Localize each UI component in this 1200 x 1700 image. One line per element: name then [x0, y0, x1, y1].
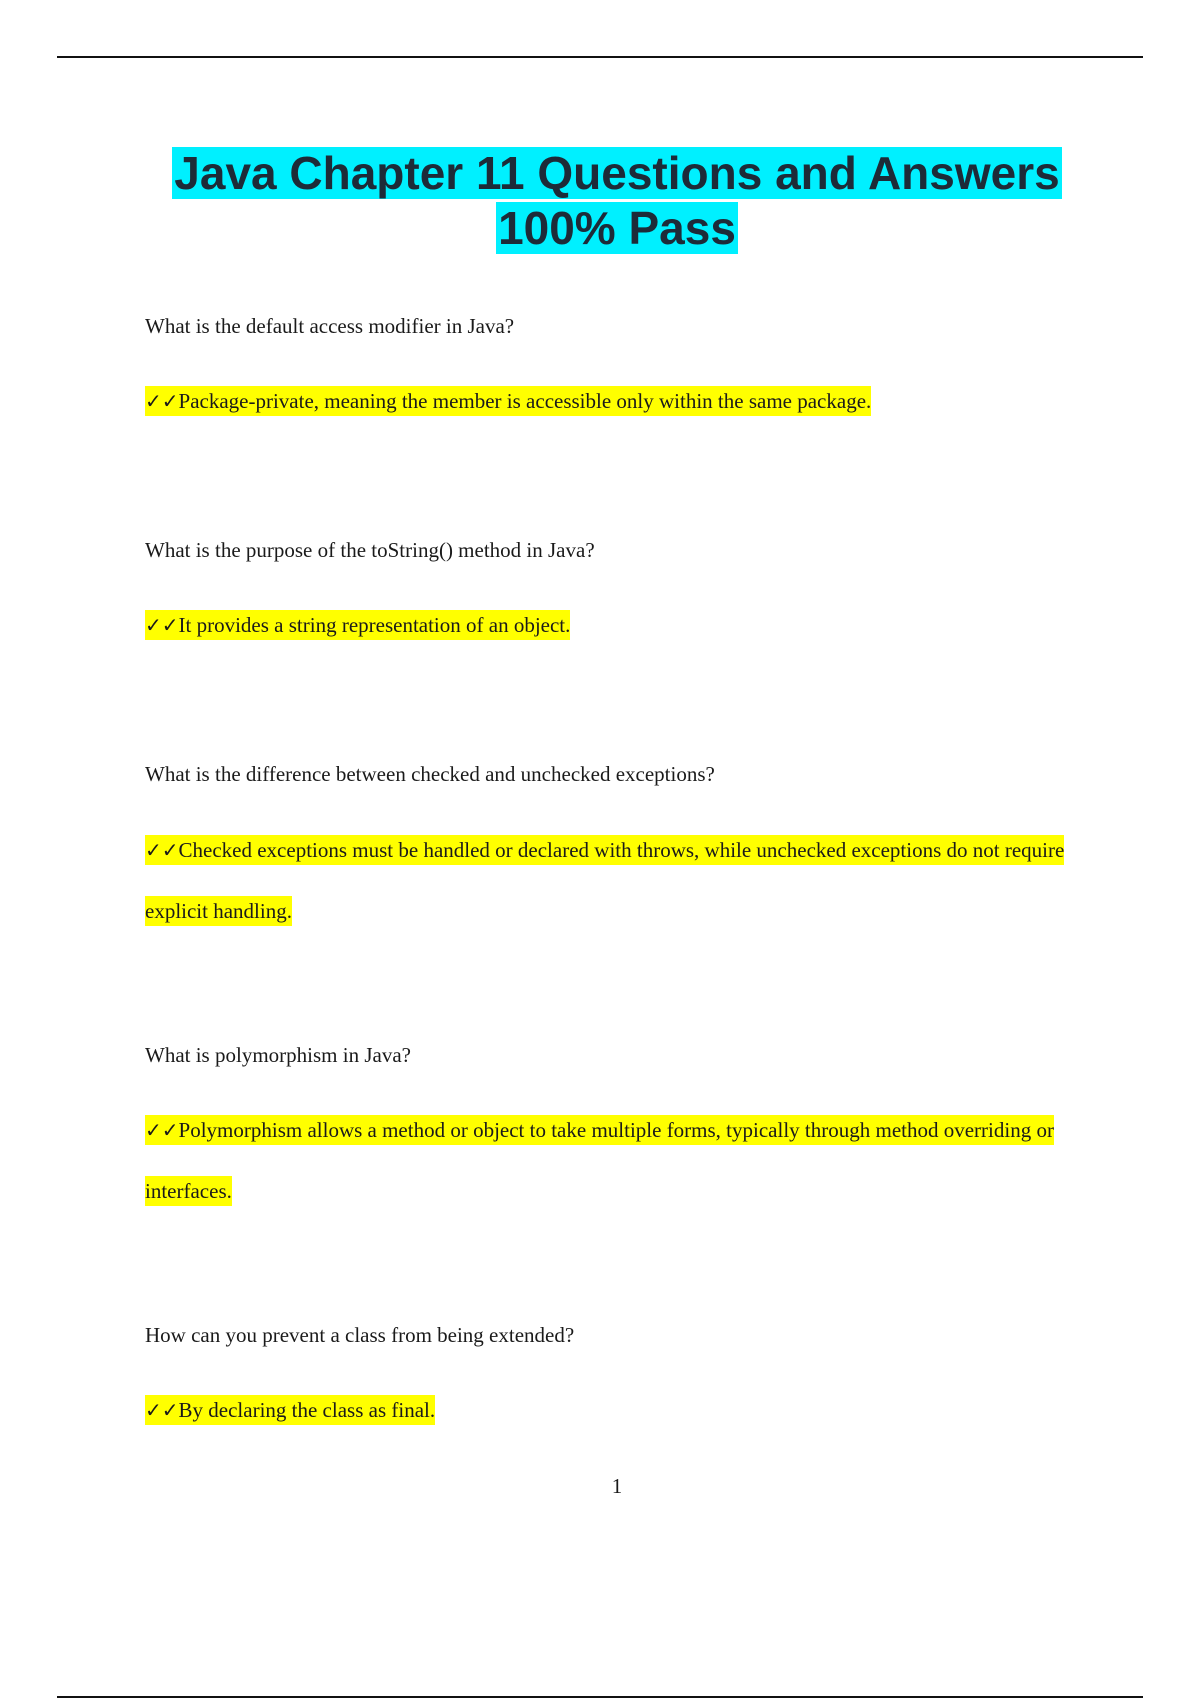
check-mark-icon: ✓✓	[145, 1398, 179, 1422]
answer-4	[145, 1100, 1080, 1222]
footer-rule	[57, 1696, 1143, 1698]
title-line-1: Java Chapter 11 Questions and Answers	[174, 147, 1060, 199]
answer-2	[145, 595, 1080, 656]
answer-3-text: Checked exceptions must be handled or declared with throws, while unchecked exceptions do not require explicit handling.	[145, 838, 1065, 923]
answer-4-text: Polymorphism allows a method or object to take multiple forms, typically through method overriding or interfaces.	[145, 1118, 1054, 1203]
answer-3	[145, 820, 1080, 942]
answer-1-text: Package-private, meaning the member is accessible only within the same package.	[178, 389, 872, 413]
question-2: What is the purpose of the toString() method in Java?	[145, 538, 595, 562]
check-mark-icon: ✓✓	[145, 838, 179, 862]
page-number: 1	[611, 1474, 623, 1498]
question-1: What is the default access modifier in Java?	[145, 314, 515, 338]
answer-1	[145, 371, 1080, 432]
question-4: What is polymorphism in Java?	[145, 1043, 411, 1067]
answer-2-text: It provides a string representation of an object.	[178, 613, 571, 637]
title-line-2: 100% Pass	[498, 202, 736, 254]
page-title	[0, 146, 1200, 256]
check-mark-icon: ✓✓	[145, 389, 179, 413]
answer-5-text: By declaring the class as final.	[178, 1398, 436, 1422]
check-mark-icon: ✓✓	[145, 1118, 179, 1142]
answer-5	[145, 1380, 1080, 1441]
header-rule	[57, 56, 1143, 58]
question-5: How can you prevent a class from being extended?	[145, 1323, 575, 1347]
question-3: What is the difference between checked and unchecked exceptions?	[145, 762, 715, 786]
check-mark-icon: ✓✓	[145, 613, 179, 637]
